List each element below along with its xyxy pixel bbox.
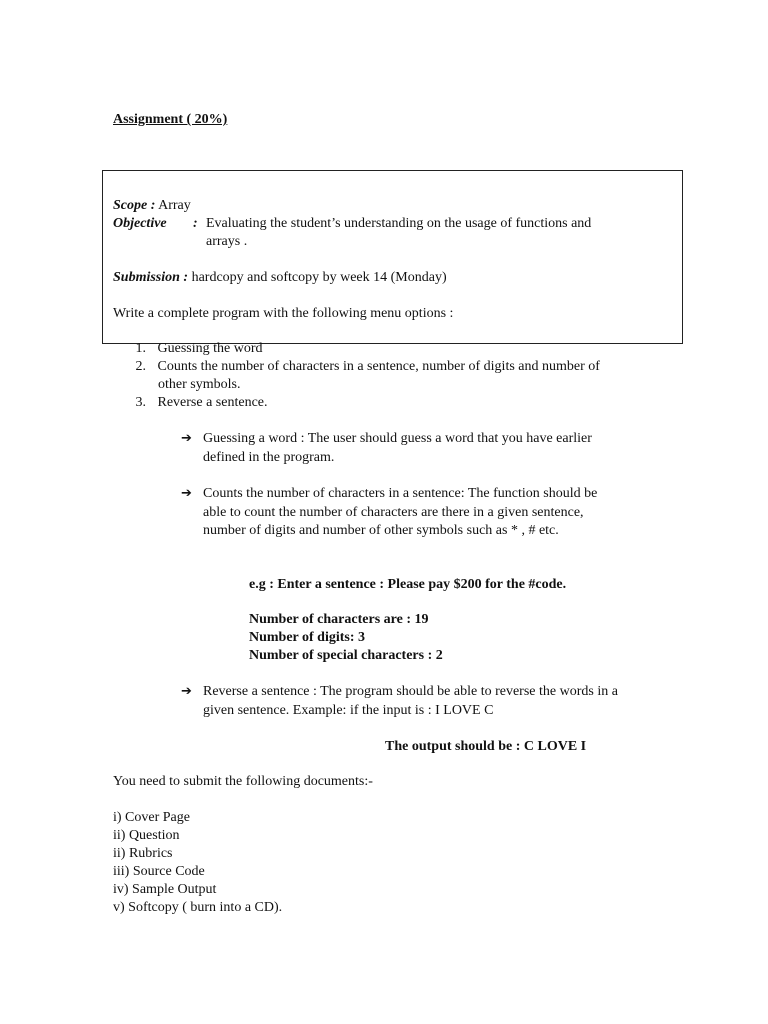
right-arrow-icon: ➔ (181, 486, 192, 501)
document-item: iv) Sample Output (113, 882, 217, 897)
submission-line (113, 269, 447, 287)
bullet-2-line-2: able to count the number of characters are there in a given sentence, (203, 505, 584, 520)
bullet-3-line-1: Reverse a sentence : The program should be able to reverse the words in a (203, 684, 618, 699)
bullet-2-line-1: Counts the number of characters in a sentence: The function should be (203, 486, 598, 501)
menu-item-number: 3. (135, 395, 146, 410)
objective-line-2: arrays . (206, 234, 248, 249)
example-input: e.g : Enter a sentence : Please pay $200 for the #code. (249, 577, 567, 592)
submission-label: Submission : (113, 270, 189, 285)
instruction-text: Write a complete program with the following menu options : (113, 306, 454, 321)
submission-value: hardcopy and softcopy by week 14 (Monday) (191, 270, 447, 285)
menu-item-number: 1. (135, 341, 146, 356)
document-item: ii) Question (113, 828, 180, 843)
bullet-2-line-3: number of digits and number of other symbols such as * , # etc. (203, 523, 559, 538)
right-arrow-icon: ➔ (181, 684, 192, 699)
objective-line-1: Evaluating the student’s understanding on the usage of functions and (206, 216, 592, 231)
example-special: Number of special characters : 2 (249, 648, 443, 663)
scope-value: Array (158, 198, 191, 213)
objective-label: Objective (113, 216, 167, 231)
right-arrow-icon: ➔ (181, 431, 192, 446)
document-item: ii) Rubrics (113, 846, 173, 861)
objective-colon: : (193, 216, 198, 231)
bullet-3-line-2: given sentence. Example: if the input is : I LOVE C (203, 703, 494, 718)
document-list (113, 809, 282, 917)
menu-item-2-continued: other symbols. (158, 377, 241, 392)
bullet-1-line-1: Guessing a word : The user should guess a word that you have earlier (203, 431, 592, 446)
menu-item-number: 2. (135, 359, 146, 374)
bullet-1-line-2: defined in the program. (203, 450, 335, 465)
submit-intro: You need to submit the following documents:- (113, 774, 373, 789)
menu-item-3 (124, 394, 268, 412)
assignment-title: Assignment ( 20%) (113, 112, 228, 127)
document-item: v) Softcopy ( burn into a CD). (113, 900, 283, 915)
scope-line (113, 197, 191, 215)
menu-item-text: Counts the number of characters in a sentence, number of digits and number of (157, 359, 600, 374)
document-item: i) Cover Page (113, 810, 190, 825)
document-item: iii) Source Code (113, 864, 205, 879)
scope-label: Scope : (113, 198, 156, 213)
menu-item-text: Guessing the word (157, 341, 263, 356)
menu-item-text: Reverse a sentence. (157, 395, 268, 410)
output-line: The output should be : C LOVE I (385, 739, 587, 754)
example-chars: Number of characters are : 19 (249, 612, 429, 627)
menu-item-2 (124, 358, 600, 376)
example-digits: Number of digits: 3 (249, 630, 366, 645)
menu-item-1 (124, 340, 263, 358)
